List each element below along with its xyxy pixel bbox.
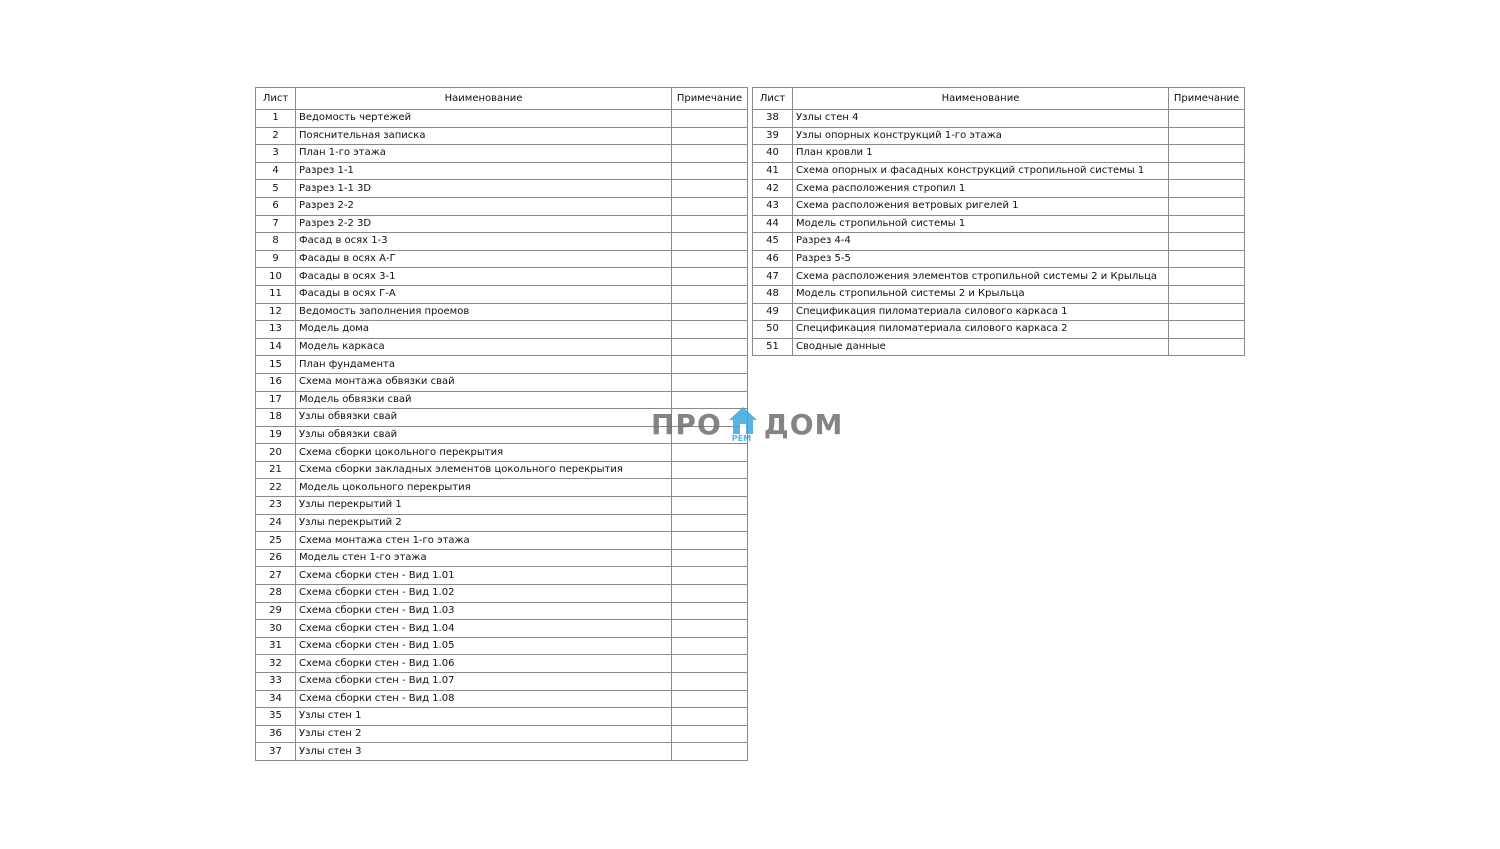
sheet-number-cell: 27 — [256, 567, 296, 585]
note-cell — [1169, 303, 1245, 321]
sheet-name-cell: Спецификация пиломатериала силового каркаса 1 — [793, 303, 1169, 321]
table-row — [256, 725, 748, 743]
sheet-name-cell: Схема сборки стен - Вид 1.02 — [296, 585, 672, 603]
note-cell — [1169, 110, 1245, 128]
sheet-name-cell: План фундамента — [296, 356, 672, 374]
sheet-number-cell: 28 — [256, 585, 296, 603]
header-note: Примечание — [672, 88, 748, 110]
table-row — [256, 708, 748, 726]
sheet-number-cell: 23 — [256, 497, 296, 515]
sheet-name-cell: Узлы стен 3 — [296, 743, 672, 761]
table-row — [753, 338, 1245, 356]
note-cell — [672, 268, 748, 286]
table-row — [256, 338, 748, 356]
table-row — [256, 303, 748, 321]
sheet-number-cell: 36 — [256, 725, 296, 743]
sheet-number-cell: 11 — [256, 285, 296, 303]
sheet-name-cell: Схема сборки цокольного перекрытия — [296, 444, 672, 462]
note-cell — [672, 145, 748, 163]
table-row — [256, 356, 748, 374]
sheet-number-cell: 4 — [256, 162, 296, 180]
table-row — [256, 567, 748, 585]
sheet-name-cell: Разрез 1-1 — [296, 162, 672, 180]
sheet-number-cell: 49 — [753, 303, 793, 321]
table-row — [256, 620, 748, 638]
sheet-number-cell: 17 — [256, 391, 296, 409]
sheet-name-cell: Схема сборки стен - Вид 1.06 — [296, 655, 672, 673]
note-cell — [672, 250, 748, 268]
table-row — [753, 268, 1245, 286]
sheet-number-cell: 19 — [256, 426, 296, 444]
sheet-number-cell: 10 — [256, 268, 296, 286]
note-cell — [672, 725, 748, 743]
table-row — [256, 373, 748, 391]
note-cell — [672, 321, 748, 339]
note-cell — [672, 567, 748, 585]
note-cell — [672, 373, 748, 391]
sheet-number-cell: 3 — [256, 145, 296, 163]
sheet-number-cell: 5 — [256, 180, 296, 198]
sheet-name-cell: Узлы стен 2 — [296, 725, 672, 743]
table-row — [256, 321, 748, 339]
note-cell — [672, 338, 748, 356]
sheet-name-cell: Схема монтажа обвязки свай — [296, 373, 672, 391]
sheet-name-cell: Схема расположения ветровых ригелей 1 — [793, 197, 1169, 215]
sheet-name-cell: Модель стен 1-го этажа — [296, 549, 672, 567]
table-row — [753, 321, 1245, 339]
sheet-name-cell: Модель дома — [296, 321, 672, 339]
note-cell — [672, 215, 748, 233]
table-row — [256, 250, 748, 268]
note-cell — [672, 655, 748, 673]
table-row — [256, 233, 748, 251]
note-cell — [1169, 180, 1245, 198]
sheet-name-cell: Схема сборки стен - Вид 1.01 — [296, 567, 672, 585]
sheet-name-cell: Разрез 2-2 — [296, 197, 672, 215]
watermark-right-text: ДОМ — [763, 407, 844, 441]
sheet-number-cell: 20 — [256, 444, 296, 462]
table-row — [753, 145, 1245, 163]
sheet-name-cell: План 1-го этажа — [296, 145, 672, 163]
note-cell — [672, 233, 748, 251]
sheet-number-cell: 37 — [256, 743, 296, 761]
sheet-name-cell: Разрез 4-4 — [793, 233, 1169, 251]
sheet-name-cell: Схема опорных и фасадных конструкций стропильной системы 1 — [793, 162, 1169, 180]
sheet-number-cell: 7 — [256, 215, 296, 233]
sheet-number-cell: 48 — [753, 285, 793, 303]
sheet-name-cell: План кровли 1 — [793, 145, 1169, 163]
table-row — [256, 197, 748, 215]
table-row — [753, 127, 1245, 145]
note-cell — [672, 620, 748, 638]
sheet-number-cell: 31 — [256, 637, 296, 655]
table-row — [256, 497, 748, 515]
sheet-number-cell: 16 — [256, 373, 296, 391]
sheet-number-cell: 40 — [753, 145, 793, 163]
table-row — [753, 303, 1245, 321]
sheet-number-cell: 1 — [256, 110, 296, 128]
table-row — [753, 285, 1245, 303]
note-cell — [672, 285, 748, 303]
sheet-number-cell: 44 — [753, 215, 793, 233]
sheet-number-cell: 18 — [256, 409, 296, 427]
table-row — [256, 162, 748, 180]
sheet-name-cell: Узлы перекрытий 2 — [296, 514, 672, 532]
sheet-number-cell: 12 — [256, 303, 296, 321]
sheet-number-cell: 41 — [753, 162, 793, 180]
sheet-name-cell: Ведомость заполнения проемов — [296, 303, 672, 321]
sheet-number-cell: 50 — [753, 321, 793, 339]
sheet-number-cell: 32 — [256, 655, 296, 673]
table-row — [256, 444, 748, 462]
note-cell — [672, 180, 748, 198]
sheet-number-cell: 34 — [256, 690, 296, 708]
note-cell — [1169, 321, 1245, 339]
note-cell — [672, 743, 748, 761]
table-row — [256, 514, 748, 532]
note-cell — [672, 549, 748, 567]
sheet-name-cell: Схема сборки закладных элементов цокольного перекрытия — [296, 461, 672, 479]
watermark-sub-text: РЕМ — [731, 434, 752, 443]
note-cell — [672, 110, 748, 128]
sheet-number-cell: 21 — [256, 461, 296, 479]
note-cell — [672, 532, 748, 550]
table-row — [256, 602, 748, 620]
sheet-name-cell: Схема монтажа стен 1-го этажа — [296, 532, 672, 550]
note-cell — [1169, 215, 1245, 233]
sheet-name-cell: Фасад в осях 1-3 — [296, 233, 672, 251]
table-row — [256, 479, 748, 497]
sheet-number-cell: 2 — [256, 127, 296, 145]
table-row — [256, 215, 748, 233]
table-row — [753, 162, 1245, 180]
note-cell — [1169, 162, 1245, 180]
sheet-name-cell: Сводные данные — [793, 338, 1169, 356]
table-row — [256, 655, 748, 673]
sheet-name-cell: Схема сборки стен - Вид 1.05 — [296, 637, 672, 655]
header-sheet: Лист — [753, 88, 793, 110]
sheet-number-cell: 39 — [753, 127, 793, 145]
note-cell — [672, 444, 748, 462]
note-cell — [672, 690, 748, 708]
table-row — [256, 690, 748, 708]
table-row — [256, 461, 748, 479]
note-cell — [672, 637, 748, 655]
sheet-number-cell: 43 — [753, 197, 793, 215]
note-cell — [672, 708, 748, 726]
note-cell — [1169, 127, 1245, 145]
sheet-number-cell: 24 — [256, 514, 296, 532]
note-cell — [1169, 285, 1245, 303]
sheet-name-cell: Ведомость чертежей — [296, 110, 672, 128]
table-row — [753, 110, 1245, 128]
sheet-name-cell: Узлы опорных конструкций 1-го этажа — [793, 127, 1169, 145]
table-header-row — [753, 88, 1245, 110]
sheet-name-cell: Узлы стен 4 — [793, 110, 1169, 128]
sheet-name-cell: Фасады в осях А-Г — [296, 250, 672, 268]
sheet-name-cell: Схема расположения элементов стропильной системы 2 и Крыльца — [793, 268, 1169, 286]
table-row — [753, 180, 1245, 198]
sheet-name-cell: Модель каркаса — [296, 338, 672, 356]
sheet-number-cell: 46 — [753, 250, 793, 268]
sheet-number-cell: 6 — [256, 197, 296, 215]
watermark-logo — [651, 404, 843, 444]
sheet-number-cell: 25 — [256, 532, 296, 550]
house-icon — [728, 406, 758, 442]
sheet-number-cell: 15 — [256, 356, 296, 374]
sheet-number-cell: 35 — [256, 708, 296, 726]
note-cell — [672, 673, 748, 691]
sheet-name-cell: Фасады в осях Г-А — [296, 285, 672, 303]
table-row — [256, 743, 748, 761]
sheet-number-cell: 45 — [753, 233, 793, 251]
table-row — [753, 233, 1245, 251]
table-row — [256, 145, 748, 163]
note-cell — [1169, 233, 1245, 251]
note-cell — [672, 514, 748, 532]
table-row — [753, 250, 1245, 268]
sheet-number-cell: 13 — [256, 321, 296, 339]
sheet-number-cell: 42 — [753, 180, 793, 198]
note-cell — [672, 585, 748, 603]
header-sheet: Лист — [256, 88, 296, 110]
sheet-name-cell: Схема сборки стен - Вид 1.03 — [296, 602, 672, 620]
note-cell — [1169, 250, 1245, 268]
sheet-name-cell: Модель цокольного перекрытия — [296, 479, 672, 497]
sheet-number-cell: 33 — [256, 673, 296, 691]
sheet-number-cell: 8 — [256, 233, 296, 251]
note-cell — [1169, 145, 1245, 163]
table-header-row — [256, 88, 748, 110]
note-cell — [672, 197, 748, 215]
table-row — [256, 110, 748, 128]
sheet-number-cell: 30 — [256, 620, 296, 638]
table-row — [256, 585, 748, 603]
note-cell — [1169, 338, 1245, 356]
sheet-name-cell: Схема сборки стен - Вид 1.04 — [296, 620, 672, 638]
note-cell — [672, 461, 748, 479]
header-name: Наименование — [793, 88, 1169, 110]
sheet-name-cell: Модель стропильной системы 1 — [793, 215, 1169, 233]
sheet-name-cell: Узлы стен 1 — [296, 708, 672, 726]
sheet-name-cell: Схема расположения стропил 1 — [793, 180, 1169, 198]
note-cell — [672, 356, 748, 374]
table-row — [256, 268, 748, 286]
sheet-number-cell: 29 — [256, 602, 296, 620]
sheet-number-cell: 47 — [753, 268, 793, 286]
sheet-name-cell: Разрез 2-2 3D — [296, 215, 672, 233]
table-row — [256, 285, 748, 303]
sheet-name-cell: Схема сборки стен - Вид 1.08 — [296, 690, 672, 708]
sheet-number-cell: 9 — [256, 250, 296, 268]
sheet-name-cell: Схема сборки стен - Вид 1.07 — [296, 673, 672, 691]
sheet-number-cell: 26 — [256, 549, 296, 567]
note-cell — [672, 162, 748, 180]
table-row — [753, 197, 1245, 215]
note-cell — [672, 602, 748, 620]
note-cell — [1169, 197, 1245, 215]
sheet-name-cell: Модель обвязки свай — [296, 391, 672, 409]
note-cell — [672, 479, 748, 497]
note-cell — [672, 497, 748, 515]
table-row — [753, 215, 1245, 233]
sheet-name-cell: Пояснительная записка — [296, 127, 672, 145]
sheet-name-cell: Узлы перекрытий 1 — [296, 497, 672, 515]
sheet-name-cell: Модель стропильной системы 2 и Крыльца — [793, 285, 1169, 303]
table-row — [256, 637, 748, 655]
table-row — [256, 127, 748, 145]
sheet-name-cell: Спецификация пиломатериала силового каркаса 2 — [793, 321, 1169, 339]
sheet-name-cell: Разрез 5-5 — [793, 250, 1169, 268]
sheet-name-cell: Разрез 1-1 3D — [296, 180, 672, 198]
sheet-name-cell: Фасады в осях 3-1 — [296, 268, 672, 286]
note-cell — [672, 127, 748, 145]
drawings-list-table-right — [752, 87, 1245, 356]
sheet-number-cell: 51 — [753, 338, 793, 356]
table-row — [256, 549, 748, 567]
sheet-number-cell: 14 — [256, 338, 296, 356]
sheet-name-cell: Узлы обвязки свай — [296, 426, 672, 444]
note-cell — [672, 303, 748, 321]
table-row — [256, 673, 748, 691]
sheet-number-cell: 22 — [256, 479, 296, 497]
table-row — [256, 180, 748, 198]
sheet-name-cell: Узлы обвязки свай — [296, 409, 672, 427]
header-name: Наименование — [296, 88, 672, 110]
header-note: Примечание — [1169, 88, 1245, 110]
sheet-number-cell: 38 — [753, 110, 793, 128]
table-row — [256, 532, 748, 550]
watermark-left-text: ПРО — [651, 407, 722, 441]
note-cell — [1169, 268, 1245, 286]
